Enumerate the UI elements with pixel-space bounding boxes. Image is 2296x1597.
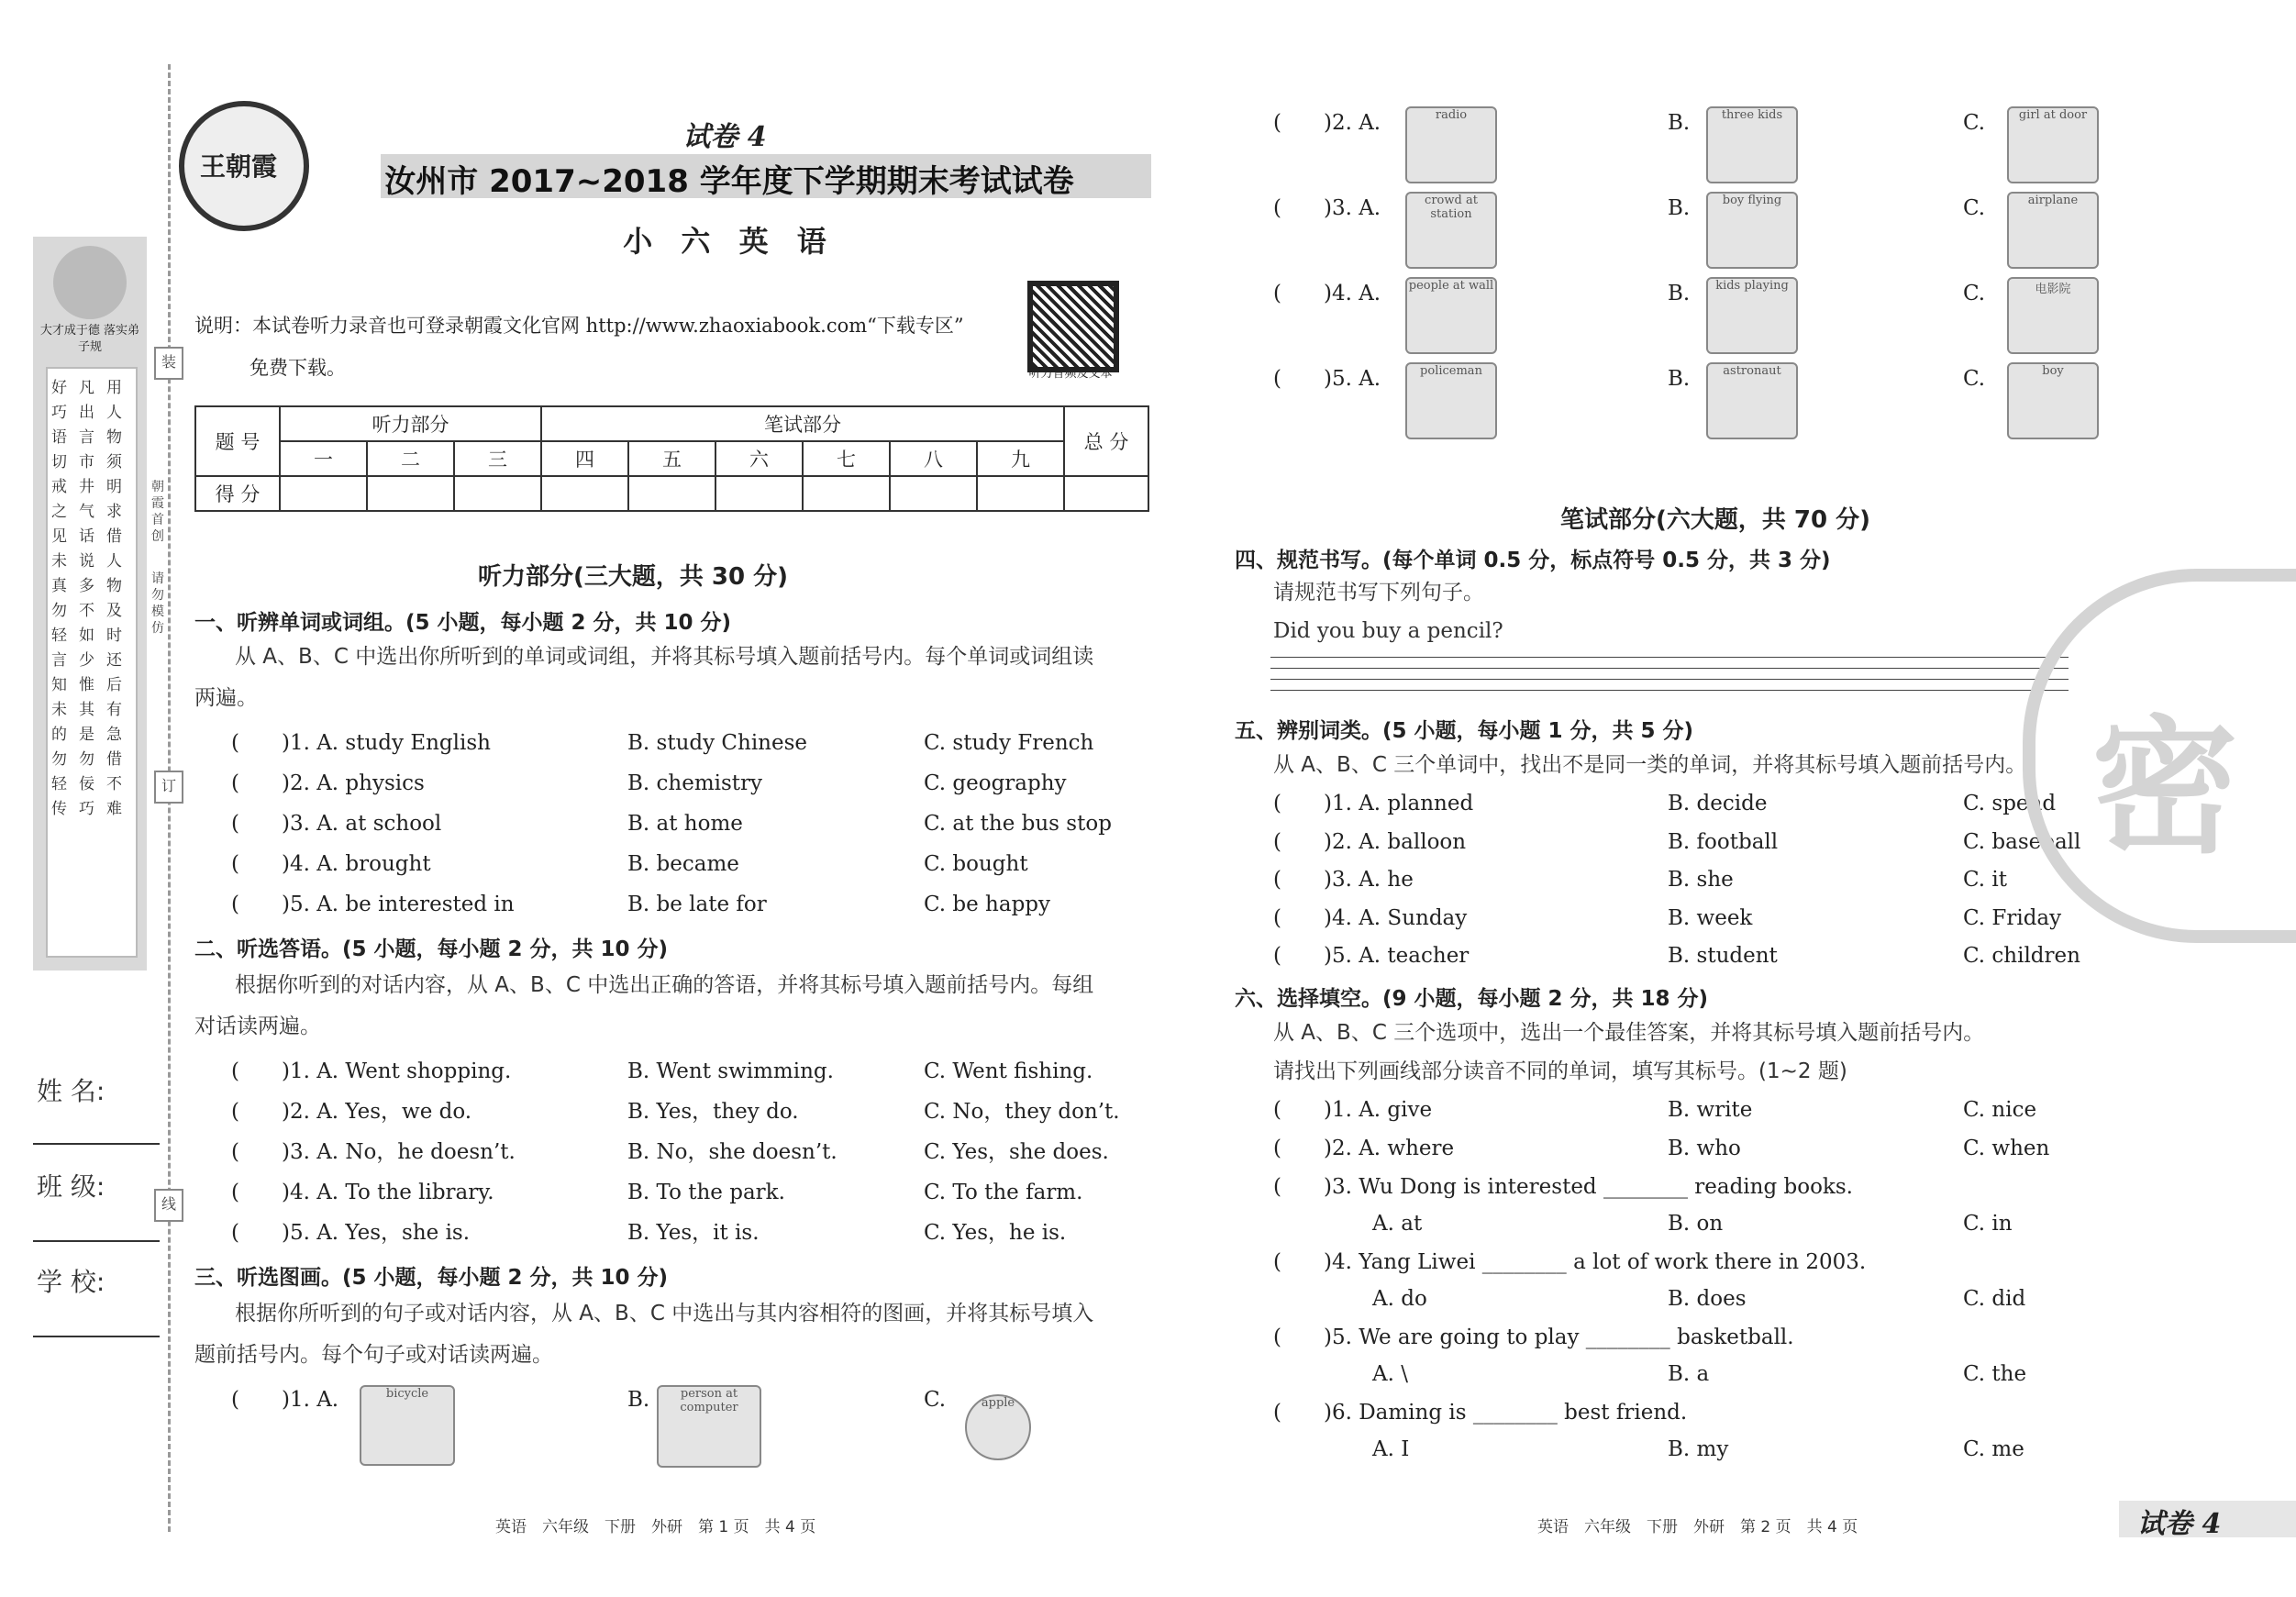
question-text[interactable]: ( )2. A. Yes，we do. <box>231 1100 472 1124</box>
flying-boy-icon[interactable]: boy flying <box>1706 192 1798 269</box>
writing-line-1[interactable] <box>1270 657 2069 658</box>
picture-question-4 <box>1273 275 2117 312</box>
name-label: 姓 名: <box>37 1076 105 1106</box>
option-c: C. <box>1963 111 1986 135</box>
option-c: C. <box>1963 196 1986 220</box>
listening-word-question-5 <box>231 886 1167 923</box>
option-b: B. decide <box>1668 792 1768 815</box>
question-text[interactable]: ( )4. A. Sunday <box>1273 905 1468 930</box>
motto-columns <box>46 367 138 958</box>
option-c: C. when <box>1963 1137 2050 1160</box>
option-b: B. To the park. <box>627 1181 785 1204</box>
writing-line-2[interactable] <box>1270 668 2069 669</box>
score-cell[interactable] <box>628 476 715 511</box>
option-b: B. <box>1668 111 1691 135</box>
option-b: B. be late for <box>627 893 767 916</box>
question-number[interactable]: ( )1. A. <box>231 1388 339 1412</box>
score-table <box>194 405 1149 512</box>
school-field[interactable] <box>33 1336 160 1337</box>
option-b: B. week <box>1668 905 1753 930</box>
option-c: C. Yes，she does. <box>924 1140 1109 1164</box>
option-c: C. in <box>1963 1212 2013 1236</box>
vertical-note-2: 请勿模仿 <box>151 571 164 636</box>
question-text[interactable]: ( )2. A. balloon <box>1273 829 1467 854</box>
vertical-note-1: 朝霞首创 <box>151 480 164 544</box>
option-c: C. study French <box>924 731 1094 755</box>
option-b: B. she <box>1668 868 1734 892</box>
option-c: C. children <box>1963 944 2080 968</box>
score-cell[interactable] <box>715 476 803 511</box>
apple-icon[interactable]: apple <box>965 1394 1031 1460</box>
option-c: C. No，they don’t. <box>924 1100 1120 1124</box>
name-field[interactable] <box>33 1143 160 1145</box>
option-b: B. <box>1668 196 1691 220</box>
option-a: A. I <box>1372 1437 1410 1461</box>
option-b: B. student <box>1668 944 1778 968</box>
question-text[interactable]: ( )4. A. To the library. <box>231 1181 494 1204</box>
option-b: B. Yes，it is. <box>627 1221 760 1245</box>
option-a: A. do <box>1372 1287 1427 1311</box>
question-text[interactable]: ( )2. A. where <box>1273 1137 1455 1160</box>
footer-left: 英语 六年级 下册 外研 第 1 页 共 4 页 <box>495 1518 816 1536</box>
part2-title: 二、听选答语。(5 小题，每小题 2 分，共 10 分) <box>194 937 669 961</box>
seal-character: 密 <box>2091 702 2239 873</box>
motto-top: 大才成于德 落实弟子规 <box>39 324 140 354</box>
col-3: 三 <box>454 441 541 476</box>
option-b: B. at home <box>627 812 743 836</box>
option-b: B. a <box>1668 1362 1710 1386</box>
part3-instr-2: 题前括号内。每个句子或对话读两遍。 <box>194 1343 553 1367</box>
question-text[interactable]: ( )3. Wu Dong is interested ________ reading books. <box>1273 1175 1853 1199</box>
option-b: B. <box>1668 367 1691 391</box>
option-c: C. the <box>1963 1362 2027 1386</box>
cinema-icon[interactable]: 电影院 <box>2007 277 2099 354</box>
part1-instr-1: 从 A、B、C 中选出你所听到的单词或词组，并将其标号填入题前括号内。每个单词或词组读 <box>235 645 1094 669</box>
choice-question-6-options <box>1372 1431 2124 1468</box>
option-b: B. Went swimming. <box>627 1059 834 1083</box>
choice-question-3 <box>1273 1169 2117 1205</box>
question-text[interactable]: ( )4. A. brought <box>231 852 431 876</box>
question-text[interactable]: ( )2. A. <box>1273 111 1381 135</box>
question-text[interactable]: ( )6. Daming is ________ best friend. <box>1273 1401 1688 1425</box>
wall-people-icon[interactable]: people at wall <box>1405 277 1497 354</box>
option-b: B. No，she doesn’t. <box>627 1140 837 1164</box>
choice-question-3-options <box>1372 1205 2124 1242</box>
question-text[interactable]: ( )2. A. physics <box>231 771 425 795</box>
score-label: 得 分 <box>195 476 280 511</box>
option-c: C. me <box>1963 1437 2024 1461</box>
option-b: B. who <box>1668 1137 1741 1160</box>
option-c: C. baseball <box>1963 829 2081 854</box>
motto-col-1: 好巧语 切戒之 见未真 勿轻言 知未的 勿轻传 <box>51 379 67 818</box>
option-c: C. it <box>1963 868 2007 892</box>
question-text[interactable]: ( )4. Yang Liwei ________ a lot of work there in 2003. <box>1273 1250 1867 1274</box>
picture-question-5 <box>1273 360 2117 397</box>
listening-answer-question-4 <box>231 1174 1167 1211</box>
part3-instr-1: 根据你所听到的句子或对话内容，从 A、B、C 中选出与其内容相符的图画，并将其标号填入 <box>235 1302 1094 1325</box>
score-cell[interactable] <box>454 476 541 511</box>
part6-instruction-2: 请找出下列画线部分读音不同的单词，填写其标号。(1~2 题) <box>1273 1059 1847 1083</box>
col-8: 八 <box>890 441 977 476</box>
option-b: B. chemistry <box>627 771 763 795</box>
part2-instr-2: 对话读两遍。 <box>194 1015 321 1038</box>
choice-question-5-options <box>1372 1356 2124 1392</box>
question-text[interactable]: ( )5. A. be interested in <box>231 893 515 916</box>
listening-header: 听力部分 <box>280 406 541 441</box>
listening-word-question-4 <box>231 846 1167 882</box>
col-4: 四 <box>541 441 628 476</box>
score-cell[interactable] <box>541 476 628 511</box>
choice-question-4-options <box>1372 1281 2124 1317</box>
score-cell[interactable] <box>280 476 367 511</box>
part5-instruction: 从 A、B、C 三个单词中，找出不是同一类的单词，并将其标号填入题前括号内。 <box>1273 753 2027 777</box>
col-5: 五 <box>628 441 715 476</box>
class-label: 班 级: <box>37 1171 105 1202</box>
motto-col-3: 用人物 须明求 借人物 及时还 后有急 借不难 <box>106 379 122 818</box>
question-text[interactable]: ( )5. We are going to play ________ basketball. <box>1273 1325 1794 1349</box>
policeman-icon[interactable]: policeman <box>1405 362 1497 439</box>
part4-sentence: Did you buy a pencil? <box>1273 619 1503 643</box>
question-text[interactable]: ( )5. A. Yes，she is. <box>231 1221 471 1245</box>
part1-instr-2: 两遍。 <box>194 686 258 710</box>
motto-col-2: 凡出言 市井气 话说多 不如少 惟其是 勿佞巧 <box>79 379 94 818</box>
word-class-question-2 <box>1273 824 2117 860</box>
listening-heading: 听力部分(三大题，共 30 分) <box>477 563 789 591</box>
option-c: C. Went fishing. <box>924 1059 1093 1083</box>
part5-title: 五、辨别词类。(5 小题，每小题 1 分，共 5 分) <box>1235 719 1694 743</box>
question-text[interactable]: ( )4. A. <box>1273 282 1381 305</box>
col-2: 二 <box>367 441 454 476</box>
word-class-question-5 <box>1273 937 2117 974</box>
picture-question-3 <box>1273 190 2117 227</box>
option-c: C. did <box>1963 1287 2026 1311</box>
school-label: 学 校: <box>37 1267 105 1297</box>
part2-instr-1: 根据你听到的对话内容，从 A、B、C 中选出正确的答语，并将其标号填入题前括号内。每组 <box>235 973 1094 997</box>
option-c: C. <box>1963 367 1986 391</box>
total-header: 总 分 <box>1064 406 1148 476</box>
question-text[interactable]: ( )3. A. he <box>1273 868 1414 892</box>
question-text[interactable]: ( )1. A. Went shopping. <box>231 1059 512 1083</box>
listening-answer-question-2 <box>231 1093 1167 1130</box>
part3-title: 三、听选图画。(5 小题，每小题 2 分，共 10 分) <box>194 1266 669 1290</box>
option-b: B. write <box>1668 1098 1753 1122</box>
cut-label-xian: 线 <box>154 1189 183 1222</box>
option-c: C. geography <box>924 771 1067 795</box>
word-class-question-4 <box>1273 900 2117 937</box>
logo-text: 王朝霞 <box>199 151 277 182</box>
option-b: B. on <box>1668 1212 1724 1236</box>
choice-question-6 <box>1273 1394 2117 1431</box>
score-cell[interactable] <box>890 476 977 511</box>
playing-kids-icon[interactable]: kids playing <box>1706 277 1798 354</box>
col-6: 六 <box>715 441 803 476</box>
choice-question-5 <box>1273 1319 2117 1356</box>
part1-instructions <box>194 637 1167 719</box>
option-c: C. bought <box>924 852 1028 876</box>
writing-line-3[interactable] <box>1270 679 2069 680</box>
computer-user-icon[interactable]: person at computer <box>657 1385 761 1468</box>
question-text[interactable]: ( )5. A. teacher <box>1273 944 1470 968</box>
part4-instruction: 请规范书写下列句子。 <box>1273 581 1484 604</box>
option-a: A. at <box>1372 1212 1423 1236</box>
picture-question-2 <box>1273 105 2117 141</box>
part1-title: 一、听辨单词或词组。(5 小题，每小题 2 分，共 10 分) <box>194 611 732 635</box>
score-cell[interactable] <box>977 476 1064 511</box>
part3-instructions <box>194 1293 1167 1376</box>
option-c: C. Friday <box>1963 905 2062 930</box>
word-class-question-3 <box>1273 861 2117 898</box>
option-a: A. \ <box>1372 1362 1408 1386</box>
option-c: C. To the farm. <box>924 1181 1083 1204</box>
option-c: C. <box>1963 282 1986 305</box>
score-cell[interactable] <box>803 476 890 511</box>
cut-label-zhuang: 装 <box>154 347 183 380</box>
listening-answer-question-1 <box>231 1053 1167 1090</box>
exam-title: 汝州市 2017~2018 学年度下学期期末考试试卷 <box>384 163 1074 200</box>
col-7: 七 <box>803 441 890 476</box>
radio-icon[interactable]: radio <box>1405 106 1497 183</box>
col-title: 题 号 <box>195 406 280 476</box>
subject-title: 小 六 英 语 <box>623 224 836 259</box>
girl-door-icon[interactable]: girl at door <box>2007 106 2099 183</box>
option-b: B. became <box>627 852 739 876</box>
airplane-icon[interactable]: airplane <box>2007 192 2099 269</box>
part4-title: 四、规范书写。(每个单词 0.5 分，标点符号 0.5 分，共 3 分) <box>1235 549 1831 572</box>
astronaut-icon[interactable]: astronaut <box>1706 362 1798 439</box>
option-b: B. study Chinese <box>627 731 808 755</box>
choice-question-4 <box>1273 1244 2117 1281</box>
note-line-1: 说明：本试卷听力录音也可登录朝霞文化官网 http://www.zhaoxiabook.com“下载专区” <box>194 315 964 337</box>
listening-word-question-2 <box>231 765 1167 802</box>
qr-caption: 听力音频及文本 <box>1028 367 1113 381</box>
option-b: B. does <box>1668 1287 1747 1311</box>
question-text[interactable]: ( )3. A. at school <box>231 812 442 836</box>
listening-answer-question-5 <box>231 1214 1167 1251</box>
col-9: 九 <box>977 441 1064 476</box>
option-b: B. Yes，they do. <box>627 1100 799 1124</box>
option-b: B. <box>1668 282 1691 305</box>
choice-question-1 <box>1273 1092 2117 1128</box>
option-c: C. be happy <box>924 893 1051 916</box>
class-field[interactable] <box>33 1240 160 1242</box>
option-c: C. nice <box>1963 1098 2037 1122</box>
option-b-label: B. <box>627 1388 650 1412</box>
option-c: C. Yes，he is. <box>924 1221 1067 1245</box>
part2-instructions <box>194 965 1167 1048</box>
choice-question-2 <box>1273 1130 2117 1167</box>
listening-word-question-3 <box>231 805 1167 842</box>
question-text[interactable]: ( )3. A. <box>1273 196 1381 220</box>
exam-note <box>194 305 1002 389</box>
option-c: C. at the bus stop <box>924 812 1112 836</box>
cut-label-ding: 订 <box>154 771 183 804</box>
writing-line-4[interactable] <box>1270 690 2069 691</box>
option-b: B. my <box>1668 1437 1729 1461</box>
writing-heading: 笔试部分(六大题，共 70 分) <box>1559 506 1871 534</box>
listening-answer-question-3 <box>231 1134 1167 1170</box>
bicycle-icon[interactable]: bicycle <box>360 1385 455 1466</box>
option-c-label: C. <box>924 1388 947 1412</box>
scholar-figure-icon <box>53 246 127 319</box>
exam-badge: 试卷 4 <box>682 121 767 153</box>
boy-face-icon[interactable]: boy <box>2007 362 2099 439</box>
score-cell[interactable] <box>1064 476 1148 511</box>
word-class-question-1 <box>1273 785 2117 822</box>
footer-right: 英语 六年级 下册 外研 第 2 页 共 4 页 <box>1537 1518 1858 1536</box>
note-line-2: 免费下载。 <box>250 357 346 379</box>
listening-word-question-1 <box>231 725 1167 761</box>
option-c: C. spend <box>1963 792 2057 815</box>
qr-code-icon[interactable] <box>1027 281 1119 372</box>
part6-instruction-1: 从 A、B、C 三个选项中，选出一个最佳答案，并将其标号填入题前括号内。 <box>1273 1021 1985 1045</box>
kids-icon[interactable]: three kids <box>1706 106 1798 183</box>
score-cell[interactable] <box>367 476 454 511</box>
question-text[interactable]: ( )1. A. planned <box>1273 792 1474 815</box>
option-b: B. football <box>1668 829 1779 854</box>
col-1: 一 <box>280 441 367 476</box>
question-text[interactable]: ( )1. A. study English <box>231 731 491 755</box>
writing-header: 笔试部分 <box>541 406 1064 441</box>
question-text[interactable]: ( )5. A. <box>1273 367 1381 391</box>
station-crowd-icon[interactable]: crowd at station <box>1405 192 1497 269</box>
question-text[interactable]: ( )1. A. give <box>1273 1098 1433 1122</box>
part6-title: 六、选择填空。(9 小题，每小题 2 分，共 18 分) <box>1235 987 1709 1011</box>
question-text[interactable]: ( )3. A. No，he doesn’t. <box>231 1140 516 1164</box>
exam-tag: 试卷 4 <box>2137 1508 2222 1540</box>
